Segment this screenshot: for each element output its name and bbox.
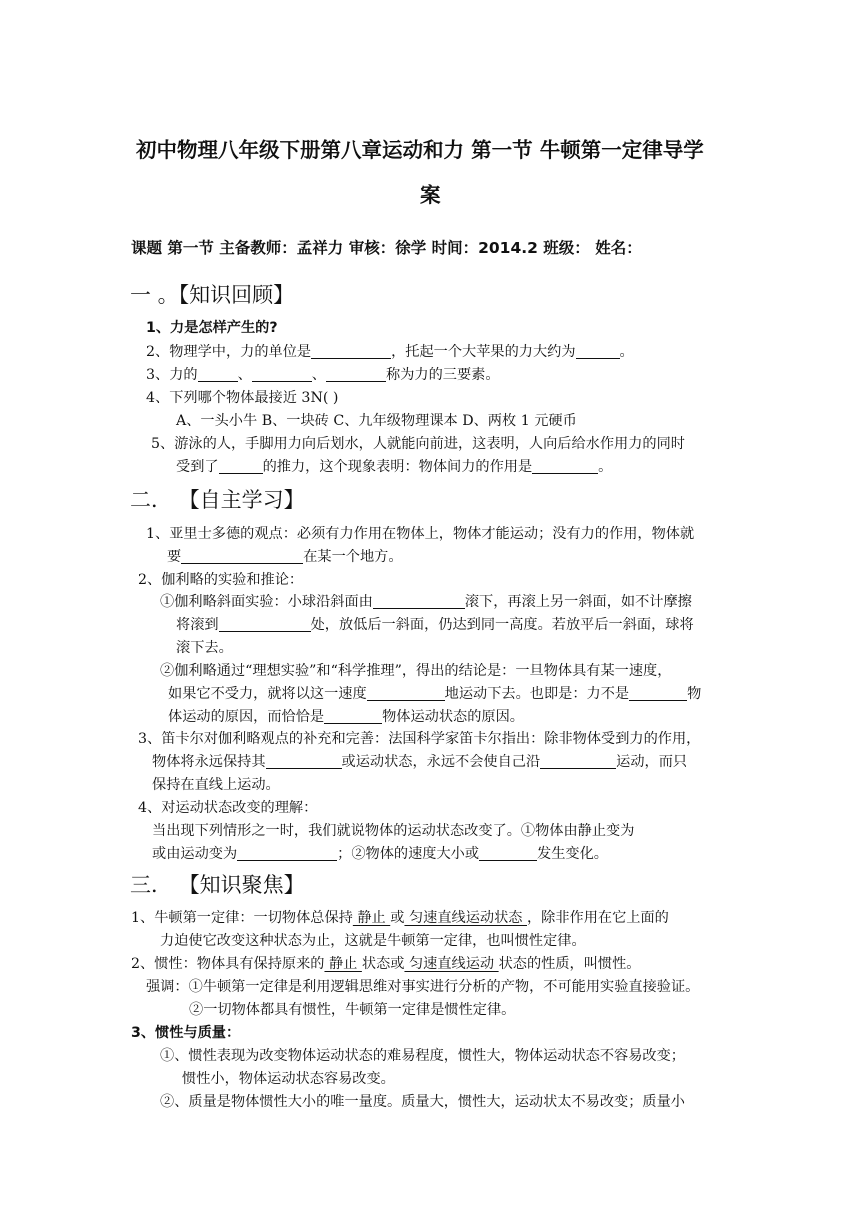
- p4-text-c: 发生变化。: [537, 846, 608, 863]
- p4-text-b: ；②物体的速度大小或: [337, 846, 480, 863]
- q3-text-a: 3、力的: [146, 367, 198, 384]
- answer-blank[interactable]: [198, 367, 238, 382]
- focus-item-1-line-2: 力迫使它改变这种状态为止，这就是牛顿第一定律，也叫惯性定律。: [160, 933, 586, 949]
- q2-text-c: 。: [619, 344, 634, 361]
- document-title-line-1: 初中物理八年级下册第八章运动和力 第一节 牛顿第一定律导学: [136, 138, 704, 162]
- section-heading-self-study: 二． 【自主学习】: [130, 488, 305, 512]
- self-study-item-4: 4、对运动状态改变的理解：: [138, 800, 318, 816]
- self-study-item-2: 2、伽利略的实验和推论：: [138, 572, 304, 588]
- focus-item-2-line-1: [131, 956, 641, 973]
- n1-answer-rest: 静止: [352, 910, 391, 926]
- n2-text-a: 2、惯性：物体具有保持原来的: [131, 956, 325, 972]
- focus-item-2-emphasis-2: ②一切物体都具有惯性，牛顿第一定律是惯性定律。: [189, 1002, 516, 1018]
- focus-item-1-line-1: [131, 910, 669, 927]
- p2-2-text-a: 如果它不受力，就将以这一速度: [168, 686, 367, 703]
- answer-blank[interactable]: [540, 754, 616, 769]
- q3-text-c: 、: [311, 367, 326, 384]
- p1-text-b: 在某一个地方。: [303, 549, 403, 566]
- answer-blank[interactable]: [219, 459, 263, 474]
- p2-2-text-d: 体运动的原因，而恰恰是: [168, 709, 325, 726]
- q2-text-a: 2、物理学中，力的单位是: [146, 344, 312, 361]
- answer-blank[interactable]: [252, 367, 312, 382]
- self-study-item-3-line-3: 保持在直线上运动。: [152, 777, 280, 793]
- review-question-3: [146, 367, 500, 384]
- answer-blank[interactable]: [326, 367, 386, 382]
- p3-text-b: 或运动状态，永远不会使自己沿: [341, 754, 541, 771]
- focus-item-2-emphasis-1: 强调：①牛顿第一定律是利用逻辑思维对事实进行分析的产物，不可能用实验直接验证。: [146, 979, 700, 995]
- n2-text-b: 状态或: [361, 956, 405, 972]
- review-question-5-line-1: 5、游泳的人，手脚用力向后划水，人就能向前进，这表明，人向后给水作用力的同时: [151, 436, 685, 452]
- p2-1-text-a: ①伽利略斜面实验：小球沿斜面由: [160, 594, 373, 611]
- n2-answer-rest: 静止: [324, 956, 362, 972]
- answer-blank[interactable]: [367, 686, 445, 701]
- p2-1-text-c: 将滚到: [176, 617, 219, 634]
- p2-2-text-b: 地运动下去。也即是：力不是: [444, 686, 630, 703]
- n1-text-b: 或: [390, 910, 405, 926]
- answer-blank[interactable]: [311, 344, 391, 359]
- self-study-item-2-1-line-1: [160, 594, 692, 611]
- q2-text-b: ，托起一个大苹果的力大约为: [391, 344, 576, 361]
- n2-answer-uniform-motion: 匀速直线运动: [404, 956, 499, 972]
- self-study-item-2-2-line-2: [168, 686, 701, 703]
- p3-text-a: 物体将永远保持其: [152, 754, 266, 771]
- answer-blank[interactable]: [181, 549, 303, 564]
- review-question-4: 4、下列哪个物体最接近 3N( ): [146, 390, 339, 406]
- self-study-item-3-line-2: [152, 754, 687, 771]
- answer-blank[interactable]: [532, 459, 598, 474]
- p2-2-text-c: 物: [687, 686, 702, 703]
- p2-1-text-b: 滚下，再滚上另一斜面，如不计摩擦: [464, 594, 692, 611]
- review-question-2: [146, 344, 634, 361]
- q5-text-c: 。: [598, 459, 613, 476]
- focus-item-3: 3、惯性与质量：: [131, 1025, 241, 1041]
- self-study-item-4-line-2: [152, 846, 608, 863]
- review-question-1: 1、力是怎样产生的?: [146, 320, 278, 336]
- answer-blank[interactable]: [629, 686, 687, 701]
- self-study-item-1-line-1: 1、亚里士多德的观点：必须有力作用在物体上，物体才能运动；没有力的作用，物体就: [146, 526, 695, 542]
- review-question-4-options: A、一头小牛 B、一块砖 C、九年级物理课本 D、两枚 1 元硬币: [176, 413, 577, 429]
- p2-2-text-e: 物体运动状态的原因。: [382, 709, 524, 726]
- answer-blank[interactable]: [324, 709, 382, 724]
- answer-blank[interactable]: [576, 344, 620, 359]
- section-heading-knowledge-focus: 三． 【知识聚焦】: [130, 873, 305, 897]
- focus-item-3-1-line-1: ①、惯性表现为改变物体运动状态的难易程度，惯性大，物体运动状态不容易改变；: [160, 1048, 685, 1064]
- q5-text-b: 的推力，这个现象表明：物体间力的作用是: [262, 459, 533, 476]
- n1-text-a: 1、牛顿第一定律：一切物体总保持: [131, 910, 353, 926]
- lesson-meta-line: 课题 第一节 主备教师：孟祥力 审核：徐学 时间：2014.2 班级： 姓名：: [131, 239, 642, 257]
- self-study-item-3-line-1: 3、笛卡尔对伽利略观点的补充和完善：法国科学家笛卡尔指出：除非物体受到力的作用，: [138, 731, 701, 747]
- answer-blank[interactable]: [373, 594, 465, 609]
- q3-text-b: 、: [237, 367, 252, 384]
- self-study-item-2-2-line-1: ②伽利略通过“理想实验”和“科学推理”，得出的结论是：一旦物体具有某一速度，: [160, 663, 672, 679]
- q5-text-a: 受到了: [176, 459, 219, 476]
- self-study-item-1-line-2: [167, 549, 403, 566]
- section-heading-review: 一 。【知识回顾】: [130, 283, 295, 307]
- answer-blank[interactable]: [219, 617, 311, 632]
- answer-blank[interactable]: [266, 754, 342, 769]
- focus-item-3-2-line-1: ②、质量是物体惯性大小的唯一量度。质量大，惯性大，运动状太不易改变；质量小: [160, 1094, 685, 1110]
- review-question-5-line-2: [176, 459, 612, 476]
- self-study-item-2-1-line-2: [176, 617, 694, 634]
- q3-text-d: 称为力的三要素。: [386, 367, 500, 384]
- p4-text-a: 或由运动变为: [152, 846, 238, 863]
- focus-item-3-1-line-2: 惯性小，物体运动状态容易改变。: [182, 1071, 395, 1087]
- n2-text-c: 状态的性质，叫惯性。: [498, 956, 641, 972]
- answer-blank[interactable]: [479, 846, 537, 861]
- n1-answer-uniform-motion: 匀速直线运动状态: [404, 910, 527, 926]
- self-study-item-2-2-line-3: [168, 709, 524, 726]
- self-study-item-2-1-line-3: 滚下去。: [176, 640, 233, 656]
- document-title-line-2: 案: [420, 183, 441, 207]
- answer-blank[interactable]: [237, 846, 337, 861]
- p1-text-a: 要: [167, 549, 182, 566]
- n1-text-c: ，除非作用在它上面的: [526, 910, 669, 926]
- self-study-item-4-line-1: 当出现下列情形之一时，我们就说物体的运动状态改变了。①物体由静止变为: [152, 823, 635, 839]
- p2-1-text-d: 处，放低后一斜面，仍达到同一高度。若放平后一斜面，球将: [310, 617, 694, 634]
- p3-text-c: 运动，而只: [616, 754, 688, 771]
